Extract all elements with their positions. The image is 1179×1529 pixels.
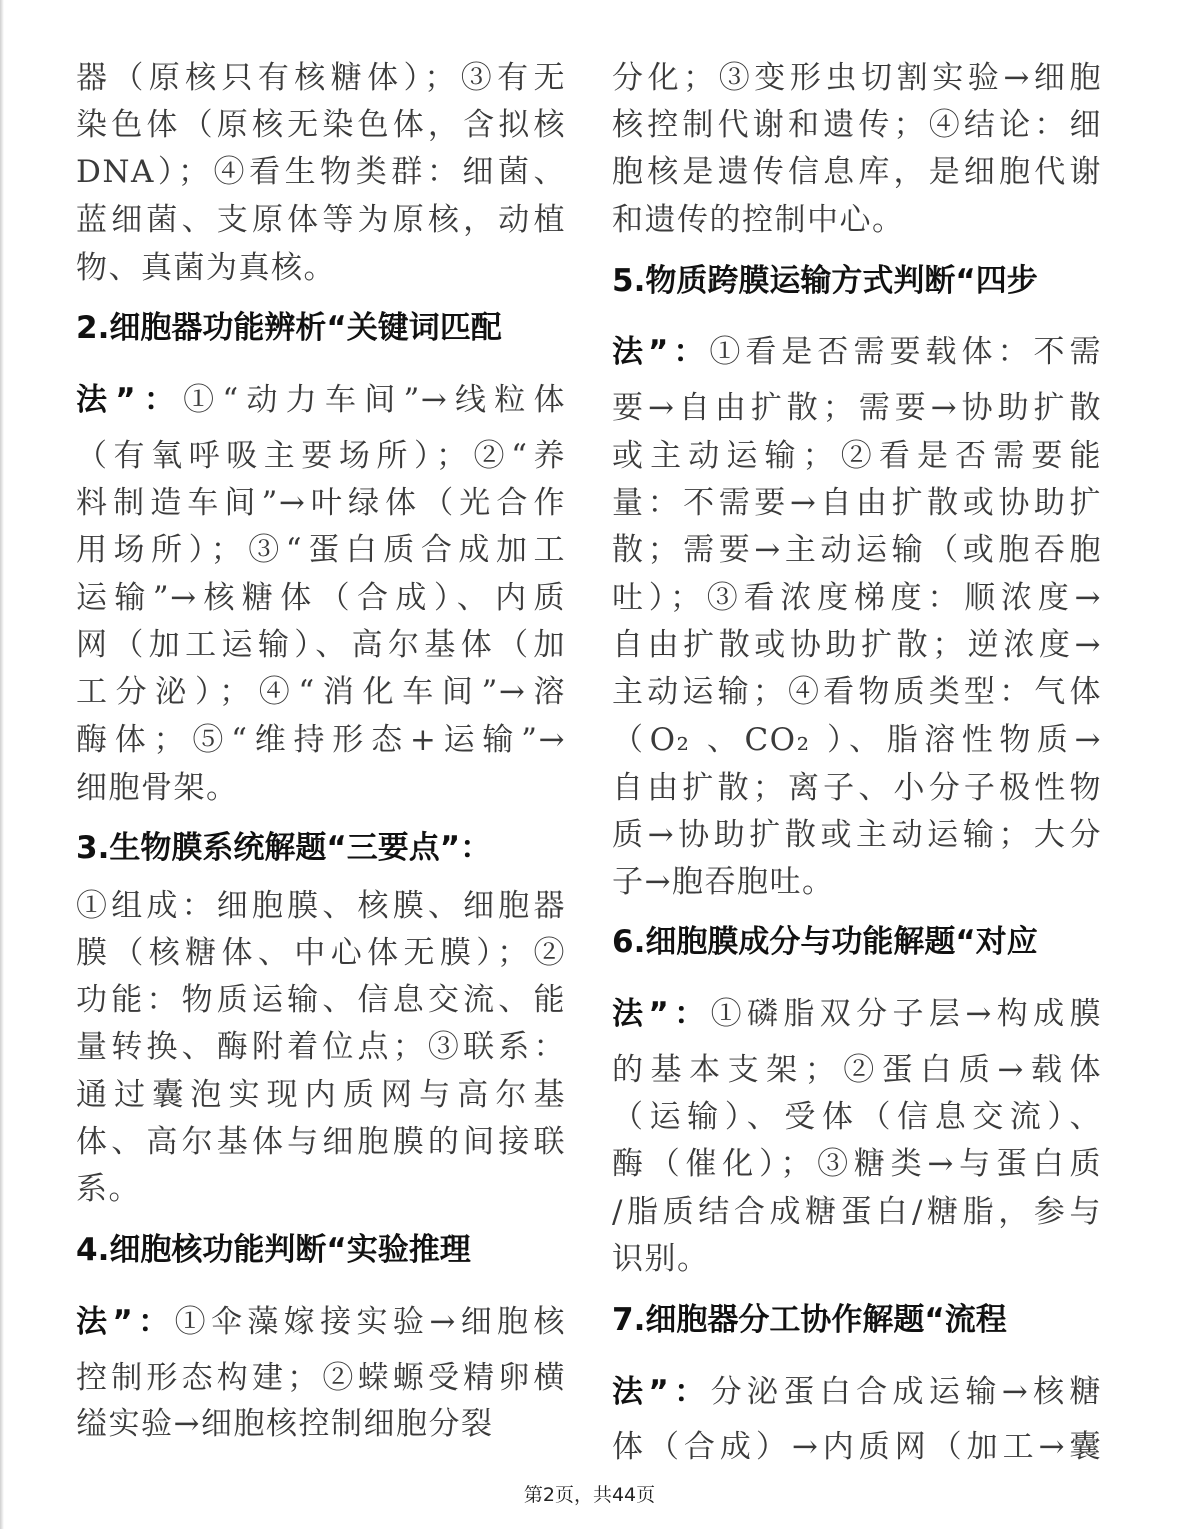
text-line: （有氧呼吸主要场所）；②“养: [76, 438, 566, 474]
text-line: [612, 1372, 1102, 1412]
text-line: 主动运输；④看物质类型：气体: [612, 674, 1102, 710]
text-line: 料制造车间”→叶绿体（光合作: [76, 485, 566, 521]
heading-continuation: 法”：: [612, 1374, 711, 1410]
text-line: 用场所）；③“蛋白质合成加工: [76, 532, 566, 568]
text-line: 酶体；⑤“维持形态+运输”→: [76, 722, 566, 758]
text-line: 蓝细菌、支原体等为原核，动植: [76, 202, 566, 238]
text-line: [612, 332, 1102, 372]
text-line: （运输）、受体（信息交流）、: [612, 1099, 1102, 1135]
text-line: 散；需要→主动运输（或胞吞胞: [612, 532, 1102, 568]
text-line: 子→胞吞胞吐。: [612, 864, 835, 900]
text-line: 体、高尔基体与细胞膜的间接联: [76, 1124, 566, 1160]
text-line: 胞核是遗传信息库，是细胞代谢: [612, 154, 1102, 190]
text-line: 酶（催化）；③糖类→与蛋白质: [612, 1146, 1102, 1182]
text-line: 网（加工运输）、高尔基体（加: [76, 627, 566, 663]
text-line: 量转换、酶附着位点；③联系：: [76, 1029, 566, 1065]
page-edge: [0, 0, 4, 1529]
section-heading: 3.生物膜系统解题“三要点”：: [76, 830, 492, 866]
text-line: [76, 1302, 566, 1342]
text-line-body: ①伞藻嫁接实验→细胞核: [174, 1304, 566, 1340]
heading-continuation: 法”：: [612, 996, 711, 1032]
text-line: （O₂ 、CO₂ ）、脂溶性物质→: [612, 722, 1102, 758]
text-line: 体（合成）→内质网（加工→囊: [612, 1429, 1102, 1465]
text-line: 功能：物质运输、信息交流、能: [76, 982, 566, 1018]
text-line: [76, 380, 566, 420]
text-line: 的基本支架；②蛋白质→载体: [612, 1052, 1102, 1088]
text-line: 运输”→核糖体（合成）、内质: [76, 580, 566, 616]
text-line: 器（原核只有核糖体）；③有无: [76, 60, 566, 96]
text-line: 吐）；③看浓度梯度：顺浓度→: [612, 580, 1102, 616]
text-line-body: ①磷脂双分子层→构成膜: [710, 996, 1102, 1032]
section-heading: 7.细胞器分工协作解题“流程: [612, 1302, 1007, 1338]
text-line: 分化；③变形虫切割实验→细胞: [612, 60, 1102, 96]
text-line: 质→协助扩散或主动运输；大分: [612, 817, 1102, 853]
text-line: DNA）；④看生物类群：细菌、: [76, 154, 566, 190]
text-line: 要→自由扩散；需要→协助扩散: [612, 390, 1102, 426]
section-heading: 5.物质跨膜运输方式判断“四步: [612, 263, 1038, 299]
text-line-body: ①“动力车间”→线粒体: [183, 382, 567, 418]
text-line: 物、真菌为真核。: [76, 250, 336, 286]
text-line: /脂质结合成糖蛋白/糖脂，参与: [612, 1194, 1102, 1230]
text-line: 系。: [76, 1171, 141, 1207]
text-line-body: ①看是否需要载体：不需: [709, 334, 1103, 370]
text-line: 通过囊泡实现内质网与高尔基: [76, 1077, 566, 1113]
text-line: 量：不需要→自由扩散或协助扩: [612, 485, 1102, 521]
section-heading: 2.细胞器功能辨析“关键词匹配: [76, 310, 502, 346]
text-line: 或主动运输；②看是否需要能: [612, 438, 1102, 474]
text-line: 和遗传的控制中心。: [612, 202, 905, 238]
text-line: 控制形态构建；②蝾螈受精卵横: [76, 1360, 566, 1396]
page-number: 第2页，共44页: [523, 1484, 656, 1506]
text-line: 识别。: [612, 1241, 710, 1277]
heading-continuation: 法”：: [76, 382, 184, 418]
section-heading: 6.细胞膜成分与功能解题“对应: [612, 924, 1038, 960]
section-heading: 4.细胞核功能判断“实验推理: [76, 1232, 471, 1268]
text-line: 工分泌）；④“消化车间”→溶: [76, 674, 566, 710]
text-line: 细胞骨架。: [76, 770, 239, 806]
heading-continuation: 法”：: [76, 1304, 175, 1340]
text-line-body: 分泌蛋白合成运输→核糖: [710, 1374, 1102, 1410]
text-line: [612, 994, 1102, 1034]
heading-continuation: 法”：: [612, 334, 710, 370]
text-line: 膜（核糖体、中心体无膜）；②: [76, 935, 566, 971]
text-line: 缢实验→细胞核控制细胞分裂: [76, 1406, 494, 1442]
text-line: 核控制代谢和遗传；④结论：细: [612, 107, 1102, 143]
text-line: ①组成：细胞膜、核膜、细胞器: [76, 888, 566, 924]
text-line: 自由扩散；离子、小分子极性物: [612, 770, 1102, 806]
text-line: 自由扩散或协助扩散；逆浓度→: [612, 627, 1102, 663]
text-line: 染色体（原核无染色体，含拟核: [76, 107, 566, 143]
